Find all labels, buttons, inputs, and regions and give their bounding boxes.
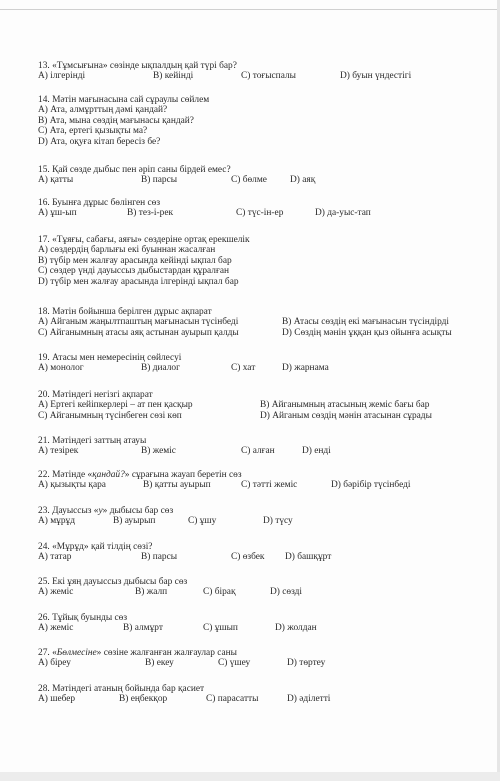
- question-title: 21. Мәтіндегі заттың атауы: [38, 436, 147, 446]
- option-c[interactable]: C) парасатты: [206, 694, 259, 705]
- option-b[interactable]: B) екеу: [145, 658, 174, 669]
- title-prefix: 22. Мәтінде «: [38, 470, 93, 480]
- options-row: [38, 694, 488, 704]
- option-c[interactable]: C) түс-ін-ер: [236, 208, 284, 219]
- option-b[interactable]: B) алмұрт: [123, 623, 163, 634]
- option-d[interactable]: D) сөзді: [270, 587, 302, 598]
- options-row: [38, 587, 488, 597]
- question-20: [38, 390, 488, 421]
- options-row: [38, 658, 488, 668]
- option-c[interactable]: C) бөлме: [231, 175, 267, 186]
- option-c[interactable]: C) үшеу: [218, 658, 251, 669]
- question-26: [38, 613, 488, 634]
- option-a[interactable]: A) ілгерінді: [38, 71, 86, 82]
- option-c[interactable]: C) ұшып: [203, 623, 238, 634]
- option-b[interactable]: B) түбір мен жалғау арасында кейінді ықпал бар: [38, 255, 232, 266]
- question-title: 15. Қай сөзде дыбыс пен әріп саны бірдей емес?: [38, 165, 231, 175]
- option-c[interactable]: C) ұшу: [188, 516, 217, 527]
- option-b[interactable]: B) диалог: [141, 363, 180, 374]
- question-28: [38, 684, 488, 705]
- option-c[interactable]: C) алған: [241, 446, 275, 457]
- option-a[interactable]: A) Ертегі кейіпкерлері – ат пен қасқыр: [38, 400, 193, 411]
- option-d[interactable]: D) буын үндестігі: [340, 71, 412, 82]
- options-row: [38, 328, 488, 338]
- question-25: [38, 577, 488, 598]
- question-title: 28. Мәтіндегі атаның бойында бар қасиет: [38, 684, 205, 694]
- options-row: [38, 623, 488, 633]
- option-a[interactable]: A) біреу: [38, 658, 71, 669]
- question-22: [38, 470, 488, 491]
- option-d[interactable]: D) жолдан: [275, 623, 317, 634]
- title-emphasis: қандай?: [92, 470, 125, 480]
- options-row: [38, 175, 488, 185]
- title-suffix: » сөзіне жалғанған жалғаулар саны: [96, 648, 237, 658]
- bottom-edge-shadow: [0, 772, 500, 781]
- question-24: [38, 542, 488, 563]
- option-b[interactable]: B) Атасы сөздің екі мағынасын түсіндірді: [282, 317, 450, 328]
- option-a[interactable]: A) мұрұд: [38, 516, 76, 527]
- question-16: [38, 198, 488, 219]
- option-c[interactable]: C) Айганымның атасы аяқ астынан ауырып қалды: [38, 327, 239, 338]
- option-c[interactable]: C) сөздер үнді дауыссыз дыбыстардан құралған: [38, 266, 229, 277]
- options-row: [38, 208, 488, 218]
- option-c[interactable]: C) тоғыспалы: [241, 71, 296, 82]
- option-d[interactable]: D) Ата, оқуға кітап бересіз бе?: [38, 136, 161, 147]
- question-title: 17. «Тұяғы, сабағы, аяғы» сөздеріне ортақ ерекшелік: [38, 235, 250, 245]
- question-title: 18. Мәтін бойынша берілген дұрыс ақпарат: [38, 307, 212, 317]
- question-title: 20. Мәтіндегі негізгі ақпарат: [38, 390, 153, 400]
- option-c[interactable]: C) хат: [231, 363, 256, 374]
- options-row: [38, 480, 488, 490]
- question-19: [38, 353, 488, 374]
- option-b[interactable]: B) Айганымның атасының жеміс бағы бар: [260, 400, 430, 411]
- title-prefix: 27. «: [38, 648, 57, 658]
- option-d[interactable]: D) да-уыс-тап: [315, 208, 371, 219]
- title-suffix: » сұрағына жауап беретін сөз: [124, 470, 242, 480]
- option-a[interactable]: A) тезірек: [38, 446, 79, 457]
- option-b[interactable]: B) тез-і-рек: [127, 208, 174, 219]
- option-a[interactable]: A) Айганым жаңылтпаштың мағынасын түсінбеді: [38, 317, 239, 328]
- question-title: 26. Тұйық буынды сөз: [38, 613, 128, 623]
- question-title: 16. Буынға дұрыс бөлінген сөз: [38, 198, 161, 208]
- options-row: [38, 552, 488, 562]
- question-title: [38, 470, 488, 480]
- option-b[interactable]: B) Ата, мына сөздің мағынасы қандай?: [38, 115, 194, 126]
- option-d[interactable]: D) түсу: [263, 516, 293, 527]
- option-d[interactable]: D) аяқ: [290, 175, 316, 186]
- option-b[interactable]: B) жалп: [135, 587, 168, 598]
- question-23: [38, 506, 488, 527]
- question-title: 25. Екі ұяң дауыссыз дыбысы бар сөз: [38, 577, 188, 587]
- option-a[interactable]: A) Ата, алмұрттың дәмі қандай?: [38, 105, 168, 116]
- option-a[interactable]: A) жеміс: [38, 587, 74, 598]
- option-b[interactable]: B) қатты ауырып: [143, 480, 211, 491]
- title-emphasis: у: [98, 506, 103, 516]
- option-b[interactable]: B) парсы: [141, 552, 178, 563]
- question-13: [38, 61, 488, 82]
- option-b[interactable]: B) кейінді: [153, 71, 194, 82]
- title-suffix: » дыбысы бар сөз: [102, 506, 174, 516]
- option-b[interactable]: B) жеміс: [141, 446, 176, 457]
- option-a[interactable]: A) шебер: [38, 694, 76, 705]
- option-a[interactable]: A) қатты: [38, 175, 74, 186]
- option-d[interactable]: D) бәрібір түсінбеді: [331, 480, 411, 491]
- question-14: [38, 95, 488, 147]
- option-c[interactable]: C) бірақ: [203, 587, 236, 598]
- question-title: [38, 506, 488, 516]
- title-emphasis: Бөлмесіне: [56, 648, 97, 658]
- options-row: [38, 411, 488, 421]
- options-row: [38, 400, 488, 410]
- question-title: 19. Атасы мен немересінің сөйлесуі: [38, 353, 182, 363]
- question-27: [38, 648, 488, 669]
- options-row: [38, 317, 488, 327]
- option-c[interactable]: C) тәтті жеміс: [241, 480, 298, 491]
- option-b[interactable]: B) еңбекқор: [119, 694, 168, 705]
- options-row: [38, 516, 488, 526]
- option-d[interactable]: D) башқұрт: [285, 552, 332, 563]
- question-21: [38, 436, 488, 457]
- option-d[interactable]: D) төртеу: [287, 658, 326, 669]
- option-d[interactable]: D) енді: [302, 446, 331, 457]
- question-17: [38, 235, 488, 287]
- option-d[interactable]: D) әділетті: [287, 694, 331, 705]
- option-a[interactable]: A) ұш-ып: [38, 208, 77, 219]
- option-a[interactable]: A) сөздердің барлығы екі буыннан жасалған: [38, 245, 216, 256]
- question-title: [38, 648, 488, 658]
- question-18: [38, 307, 488, 338]
- options-row: [38, 446, 488, 456]
- question-title: 24. «Мұрұд» қай тілдің сөзі?: [38, 542, 153, 552]
- title-prefix: 23. Дауыссыз «: [38, 506, 99, 516]
- option-a[interactable]: A) қызықты қара: [38, 480, 106, 491]
- options-row: [38, 71, 488, 81]
- option-a[interactable]: A) монолог: [38, 363, 84, 374]
- option-d[interactable]: D) Айганым сөздің мәнін атасынан сұрады: [260, 410, 432, 421]
- option-a[interactable]: A) татар: [38, 552, 72, 563]
- option-c[interactable]: C) өзбек: [231, 552, 265, 563]
- option-c[interactable]: C) Айганымның түсінбеген сөзі көп: [38, 410, 182, 421]
- question-title: 14. Мәтін мағынасына сай сұраулы сөйлем: [38, 95, 210, 105]
- option-d[interactable]: D) түбір мен жалғау арасында ілгерінді ықпал бар: [38, 276, 239, 287]
- option-b[interactable]: B) парсы: [141, 175, 178, 186]
- options-row: [38, 363, 488, 373]
- question-title: 13. «Тұмсығына» сөзінде ықпалдың қай түрі бар?: [38, 61, 237, 71]
- question-15: [38, 165, 488, 186]
- option-a[interactable]: A) жеміс: [38, 623, 74, 634]
- option-d[interactable]: D) жарнама: [282, 363, 329, 374]
- option-c[interactable]: C) Ата, ертегі қызықты ма?: [38, 126, 148, 137]
- top-divider: [0, 9, 500, 10]
- option-b[interactable]: B) ауырып: [113, 516, 156, 527]
- option-d[interactable]: D) Сөздің мәнін ұққан қыз ойынға асықты: [282, 327, 452, 338]
